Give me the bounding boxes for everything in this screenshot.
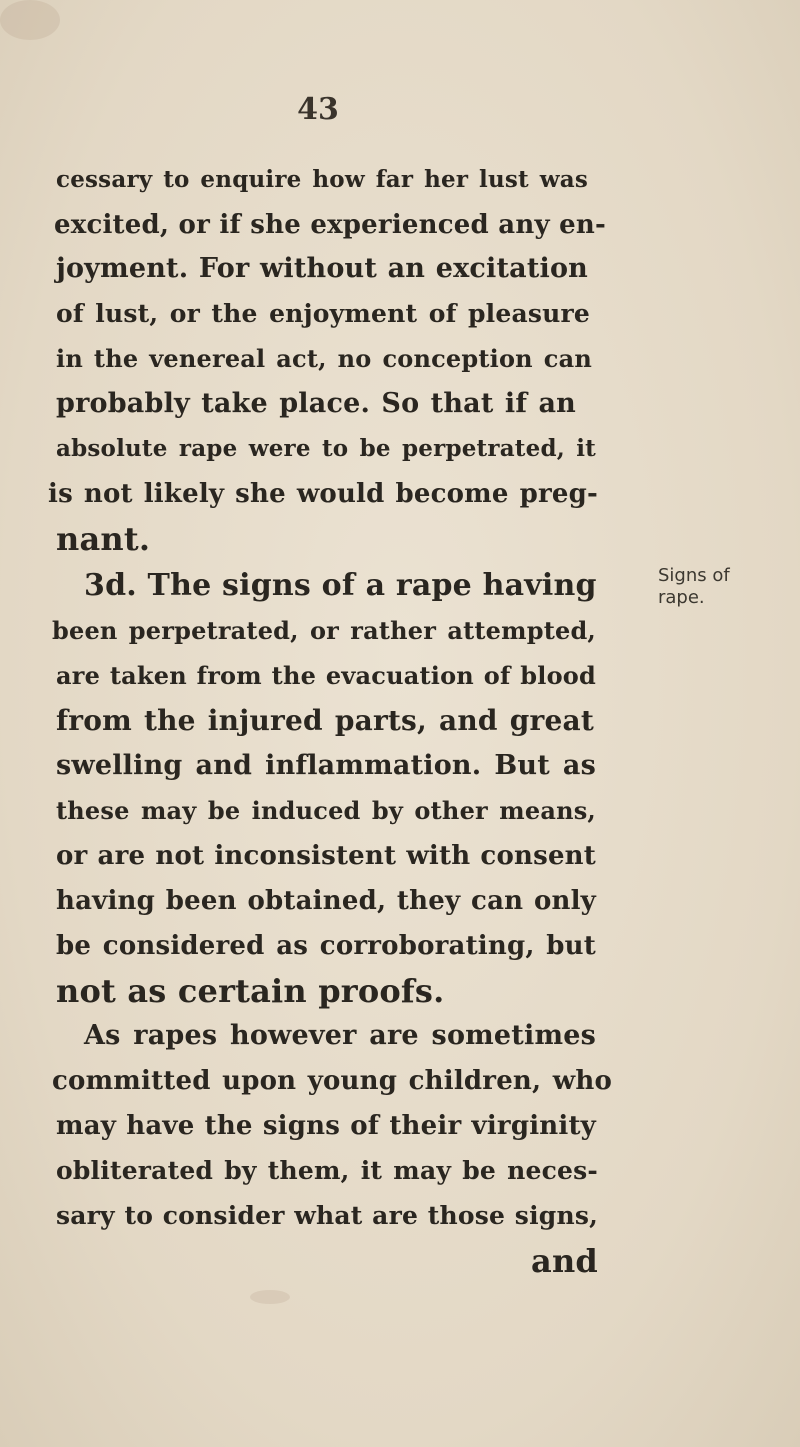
- text-line: probably take place. So that if an: [56, 388, 576, 419]
- text-line: of lust, or the enjoyment of pleasure: [56, 299, 590, 328]
- margin-note-line: Signs of: [658, 565, 730, 586]
- text-line: may have the signs of their virginity: [56, 1111, 596, 1141]
- text-line: these may be induced by other means,: [56, 796, 596, 825]
- text-line: excited, or if she experienced any en-: [54, 210, 606, 240]
- margin-note: [658, 565, 730, 609]
- text-line: are taken from the evacuation of blood: [56, 661, 596, 690]
- margin-note-line: rape.: [658, 587, 705, 608]
- text-line: been perpetrated, or rather attempted,: [52, 616, 596, 645]
- text-line: absolute rape were to be perpetrated, it: [56, 435, 596, 462]
- text-line: joyment. For without an excitation: [56, 253, 588, 284]
- text-line: cessary to enquire how far her lust was: [56, 166, 588, 193]
- text-line: be considered as corroborating, but: [56, 931, 596, 961]
- text-line: committed upon young children, who: [52, 1066, 612, 1096]
- catchword: and: [531, 1242, 598, 1280]
- text-line: obliterated by them, it may be neces-: [56, 1156, 598, 1185]
- text-line: swelling and inflammation. But as: [56, 750, 596, 781]
- text-line: nant.: [56, 520, 151, 558]
- page-number: 43: [297, 92, 339, 127]
- text-line: from the injured parts, and great: [56, 704, 594, 737]
- text-line: 3d. The signs of a rape having: [84, 568, 597, 603]
- text-line: sary to consider what are those signs,: [56, 1201, 598, 1230]
- text-line: in the venereal act, no conception can: [56, 344, 592, 373]
- text-line: is not likely she would become preg-: [48, 479, 598, 509]
- text-line: or are not inconsistent with consent: [56, 841, 596, 871]
- text-line: As rapes however are sometimes: [84, 1020, 596, 1051]
- text-line: having been obtained, they can only: [56, 886, 596, 916]
- text-line: not as certain proofs.: [56, 972, 445, 1010]
